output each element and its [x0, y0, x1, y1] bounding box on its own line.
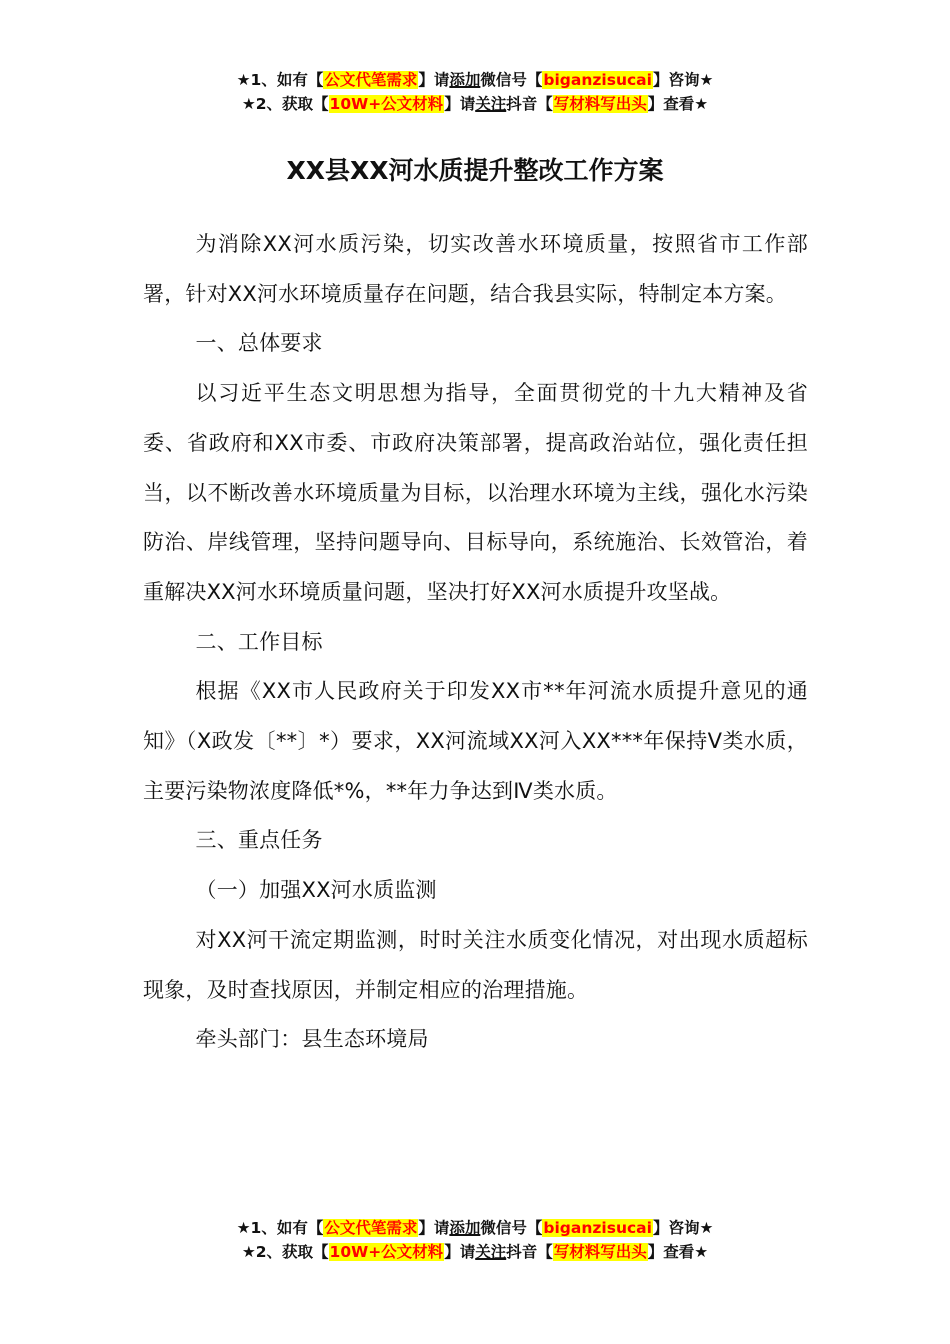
subsection-heading-monitoring: （一）加强XX河水质监测 [195, 878, 437, 903]
banner-highlight-materials: 10W+公文材料 [329, 1243, 444, 1261]
banner-highlight-wechat-id: biganzisucai [543, 1219, 652, 1237]
banner-text: ★1、如有【 [236, 71, 324, 89]
banner-underlined-text: 关注 [475, 1243, 507, 1261]
document-body [143, 220, 808, 1065]
banner-text: 抖音【 [506, 95, 553, 113]
banner-line-1 [0, 68, 950, 92]
banner-underlined-text: 添加 [449, 71, 481, 89]
banner-highlight-materials: 10W+公文材料 [329, 95, 444, 113]
banner-text: 】请 [444, 95, 476, 113]
section-heading-general-requirements: 一、总体要求 [195, 331, 323, 356]
banner-underlined-text: 添加 [449, 1219, 481, 1237]
monitoring-paragraph: 对XX河干流定期监测，时时关注水质变化情况，对出现水质超标现象，及时查找原因，并制定相应的治理措施。 [143, 927, 808, 1002]
banner-text: ★1、如有【 [236, 1219, 324, 1237]
banner-text: 微信号【 [480, 71, 543, 89]
footer-banner [0, 1216, 950, 1264]
banner-highlight-douyin: 写材料写出头 [553, 95, 647, 113]
banner-text: 】请 [418, 1219, 450, 1237]
banner-highlight-service: 公文代笔需求 [324, 1219, 418, 1237]
general-requirements-paragraph: 以习近平生态文明思想为指导，全面贯彻党的十九大精神及省委、省政府和XX市委、市政府决策部署，提高政治站位，强化责任担当，以不断改善水环境质量为目标，以治理水环境为主线，强化水污染防治、岸线管理，坚持问题导向、目标导向，系统施治、长效管治，着重解决XX河水环境质量问题，坚决打好XX河水质提升攻坚战。 [143, 381, 808, 604]
document-title: XX县XX河水质提升整改工作方案 [286, 156, 664, 185]
banner-text: 】咨询★ [652, 1219, 714, 1237]
banner-underlined-text: 关注 [475, 95, 507, 113]
banner-text: 】查看★ [647, 1243, 709, 1261]
banner-highlight-douyin: 写材料写出头 [553, 1243, 647, 1261]
banner-highlight-service: 公文代笔需求 [324, 71, 418, 89]
banner-text: 微信号【 [480, 1219, 543, 1237]
banner-highlight-wechat-id: biganzisucai [543, 71, 652, 89]
banner-text: 】咨询★ [652, 71, 714, 89]
work-goals-paragraph: 根据《XX市人民政府关于印发XX市**年河流水质提升意见的通知》（X政发〔**〕*）要求，XX河流域XX河入XX***年保持Ⅴ类水质，主要污染物浓度降低*%，**年力争达到Ⅳ类水质。 [143, 679, 808, 803]
banner-text: 抖音【 [506, 1243, 553, 1261]
banner-line-2 [0, 1240, 950, 1264]
intro-paragraph: 为消除XX河水质污染，切实改善水环境质量，按照省市工作部署，针对XX河水环境质量存在问题，结合我县实际，特制定本方案。 [143, 232, 808, 306]
banner-text: 】请 [418, 71, 450, 89]
lead-department-line: 牵头部门：县生态环境局 [195, 1027, 429, 1052]
banner-line-2 [0, 92, 950, 116]
banner-text: ★2、获取【 [241, 95, 329, 113]
banner-line-1 [0, 1216, 950, 1240]
banner-text: 】查看★ [647, 95, 709, 113]
section-heading-work-goals: 二、工作目标 [195, 629, 323, 654]
header-banner [0, 68, 950, 116]
section-heading-key-tasks: 三、重点任务 [195, 828, 323, 853]
banner-text: 】请 [444, 1243, 476, 1261]
banner-text: ★2、获取【 [241, 1243, 329, 1261]
